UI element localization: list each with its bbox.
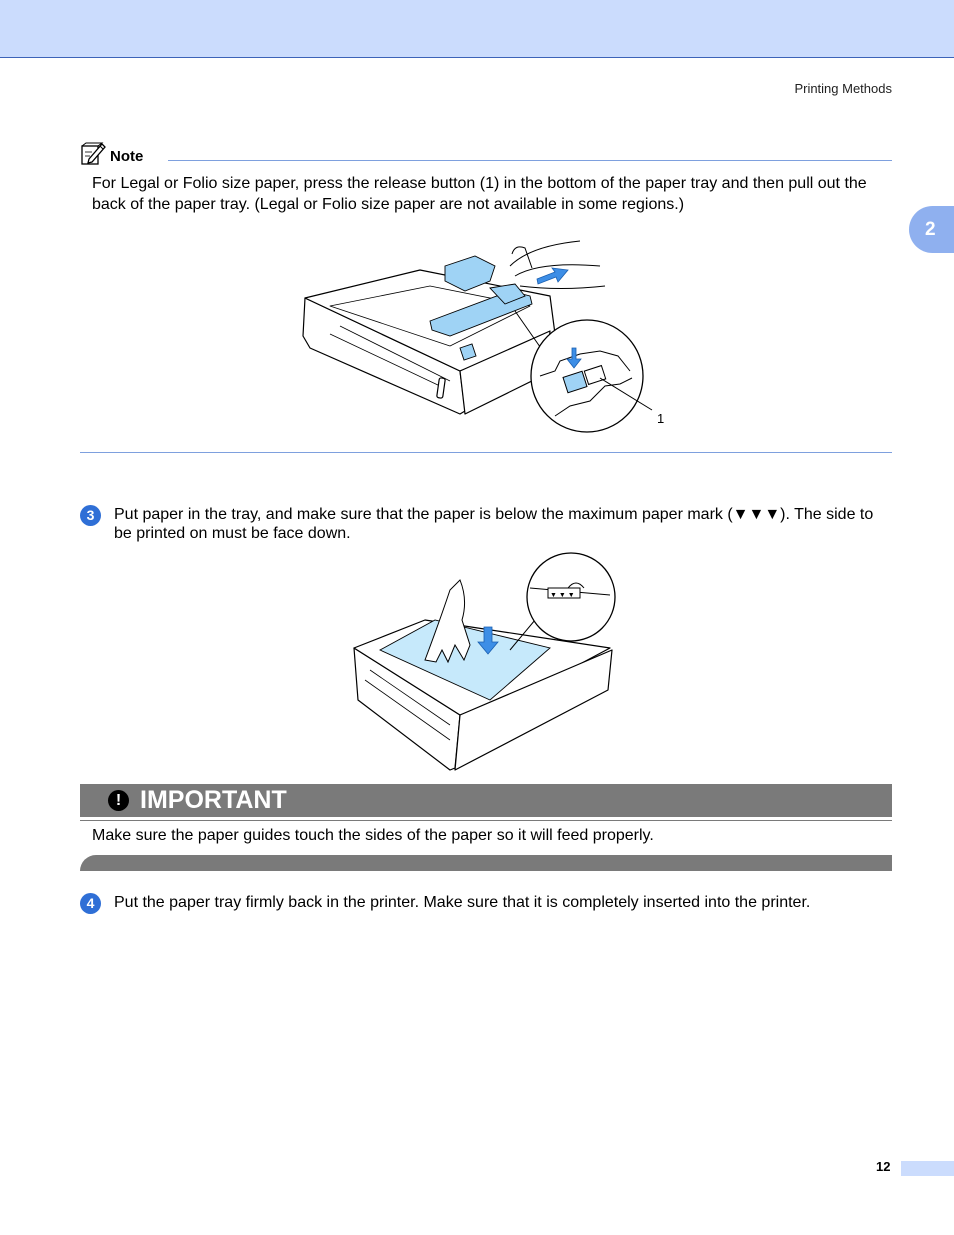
note-rule xyxy=(168,160,892,161)
note-text: For Legal or Folio size paper, press the release button (1) in the bottom of the paper tray and then pull out the back of the paper tray. (Legal or Folio size paper are not available in some regions.) xyxy=(92,175,867,213)
important-text: Make sure the paper guides touch the sides of the paper so it will feed properly. xyxy=(92,827,654,844)
header-band xyxy=(0,0,954,58)
chapter-tab[interactable]: 2 xyxy=(909,206,954,253)
note-label: Note xyxy=(110,148,144,165)
note-header xyxy=(80,142,892,164)
step-number-3: 3 xyxy=(80,505,101,526)
step-4-text: Put the paper tray firmly back in the printer. Make sure that it is completely inserted into the printer. xyxy=(114,894,811,911)
exclamation-icon: ! xyxy=(108,790,129,811)
step-3 xyxy=(80,505,892,545)
important-bar xyxy=(80,784,892,817)
svg-text:▼ ▼ ▼: ▼ ▼ ▼ xyxy=(550,592,575,599)
page-number: 12 xyxy=(876,1159,891,1174)
tray-release-illustration xyxy=(300,226,670,438)
important-bottom-bar xyxy=(80,855,892,871)
step-3-text: Put paper in the tray, and make sure that the paper is below the maximum paper mark (▼▼▼). The side to be printed on must be face down. xyxy=(114,506,874,542)
paper-loading-illustration xyxy=(350,550,620,774)
page-number-tab xyxy=(901,1161,954,1176)
step-4 xyxy=(80,893,892,915)
note-pencil-icon xyxy=(80,142,108,166)
running-head: Printing Methods xyxy=(794,81,892,96)
step-number-4: 4 xyxy=(80,893,101,914)
note-bottom-rule xyxy=(80,452,892,453)
figure-callout-1: 1 xyxy=(657,411,665,426)
important-title: IMPORTANT xyxy=(140,786,287,814)
important-rule xyxy=(80,820,892,821)
